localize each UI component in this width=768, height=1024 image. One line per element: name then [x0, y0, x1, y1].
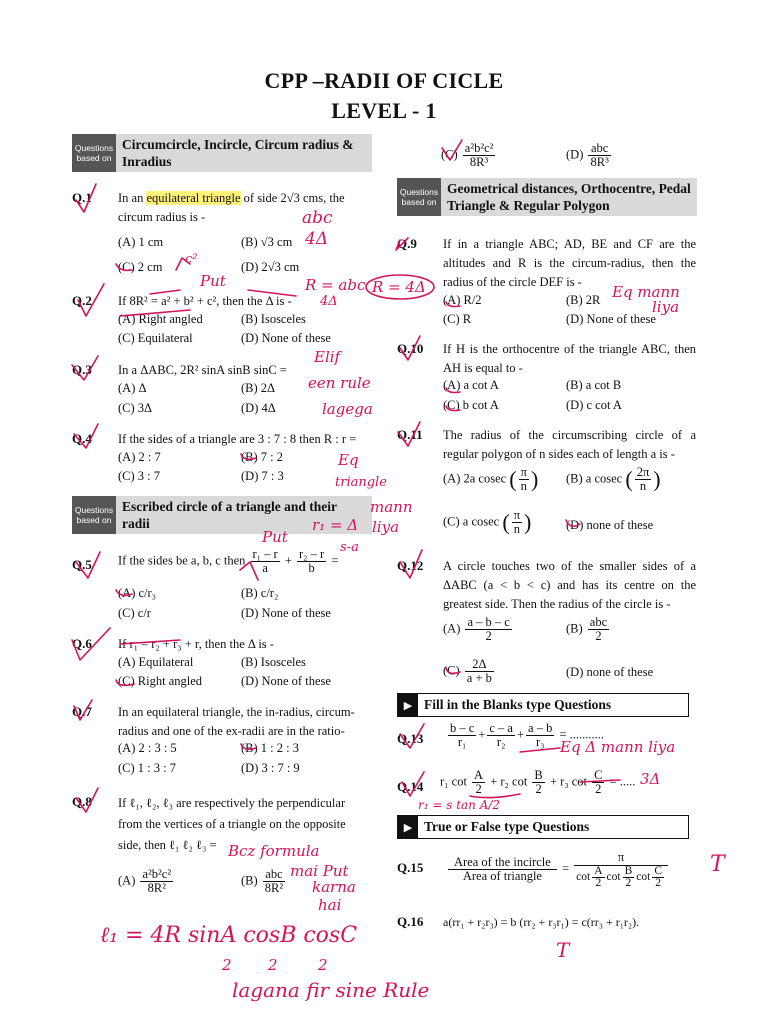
fraction	[592, 769, 604, 796]
option-a[interactable]: (A) 1 cm	[118, 235, 164, 249]
option-b[interactable]: (B) c/r₂	[241, 586, 279, 600]
blank[interactable]: = .....	[609, 774, 636, 789]
question-number: Q.8	[72, 794, 92, 809]
fraction-denominator: n	[513, 522, 520, 536]
fraction	[487, 722, 515, 749]
fraction-numerator: A	[594, 865, 603, 877]
annotation: Bcz formula	[228, 842, 320, 860]
paren-right: )	[524, 509, 532, 535]
fraction	[574, 850, 668, 889]
paren-right: )	[530, 466, 539, 492]
option-c[interactable]: (C) Equilateral	[118, 331, 193, 345]
option-d[interactable]: (D) 4Δ	[241, 401, 276, 415]
option-a[interactable]	[443, 466, 538, 493]
question-text: In a ΔABC, 2R² sinA sinB sinC =	[118, 363, 287, 377]
fraction-numerator: a – b – c	[467, 615, 510, 629]
option-label: (B) a cosec	[566, 471, 623, 486]
option-c[interactable]: (C) 3Δ	[118, 401, 153, 415]
annotation: T	[710, 852, 725, 877]
fraction-numerator: π	[513, 508, 520, 522]
fraction-denominator: n	[520, 479, 527, 493]
option-d[interactable]	[566, 142, 613, 169]
option-c[interactable]	[443, 509, 531, 536]
circle-mark	[366, 275, 434, 299]
option-c[interactable]: (C) R	[443, 312, 472, 326]
fraction-numerator: r₂ – r	[299, 547, 325, 561]
fraction-numerator: A	[474, 768, 484, 782]
option-a[interactable]: (A) a cot A	[443, 378, 499, 392]
fraction-denominator: a	[262, 561, 268, 575]
fraction	[472, 769, 485, 796]
section-header-true-false	[397, 815, 689, 839]
arrow-mark	[176, 258, 190, 270]
option-b[interactable]: (B) 2Δ	[241, 381, 276, 395]
fraction-numerator: π	[520, 465, 527, 479]
annotation: Elif	[314, 348, 341, 366]
questions-tag: Questions based on	[72, 134, 116, 172]
fraction-denominator: r₁	[457, 735, 467, 749]
fraction-denominator: 2	[535, 782, 542, 796]
question-number: Q.16	[397, 914, 424, 929]
annotation: R = abc	[305, 276, 366, 294]
fraction	[623, 866, 635, 889]
question-text: In an equilateral triangle, the in-radius, circum-radius and one of the ex-radii are in the ratio-	[118, 705, 355, 738]
question-text: a(rr₁ + r₂r₃) = b (rr₂ + r₃r₁) = c(rr₃ + r₁r₂).	[443, 915, 640, 929]
fraction-numerator: abc	[588, 142, 610, 156]
fraction-numerator: a²b²c²	[142, 867, 172, 881]
fraction-numerator: Area of the incircle	[448, 856, 557, 870]
option-b[interactable]	[566, 616, 611, 643]
fraction	[652, 866, 664, 889]
option-a[interactable]: (A) 2 : 3 : 5	[118, 741, 177, 755]
fraction-denominator: 2	[595, 782, 602, 796]
annotation: Eq	[338, 451, 359, 469]
question-number: Q.9	[397, 236, 417, 251]
annotation: R = 4Δ	[372, 278, 426, 296]
fraction-denominator: n	[639, 479, 647, 493]
annotation: 2	[318, 956, 328, 974]
option-b[interactable]: (B) 1 : 2 : 3	[241, 741, 299, 755]
fraction	[465, 616, 511, 643]
option-label: (A)	[118, 873, 136, 888]
equals-sign: =	[331, 553, 339, 568]
fraction-numerator: r₁ – r	[252, 547, 278, 561]
option-d[interactable]: (D) 3 : 7 : 9	[241, 761, 300, 775]
paren-right: )	[653, 466, 661, 492]
fraction	[532, 769, 544, 796]
fraction	[448, 722, 476, 749]
question-number: Q.7	[72, 704, 92, 719]
question-text: If the sides of a triangle are 3 : 7 : 8 then R : r =	[118, 432, 357, 446]
annotation: mann	[370, 498, 413, 516]
annotation: lagega	[322, 400, 373, 418]
option-label: (C)	[443, 663, 460, 678]
page-subtitle: LEVEL - 1	[331, 98, 437, 123]
annotation: 4Δ	[320, 294, 338, 309]
fraction-numerator: π	[574, 850, 668, 866]
annotation: Eq Δ mann liya	[560, 738, 676, 756]
question-text: The radius of the circumscribing circle of a regular polygon of n sides each of length a is -	[443, 428, 696, 461]
fraction	[588, 616, 609, 643]
blank[interactable]: = ...........	[559, 727, 605, 742]
fraction-numerator: a²b²c²	[464, 141, 494, 155]
option-c[interactable]: (C) 3 : 7	[118, 469, 161, 483]
fraction	[519, 466, 529, 493]
annotation: liya	[652, 298, 680, 316]
q1-text-pre: In an	[118, 191, 144, 205]
section-header-escribed	[72, 496, 372, 534]
section-header-circumcircle	[72, 134, 372, 172]
option-label: (C)	[441, 147, 458, 162]
question-number: Q.3	[72, 362, 92, 377]
fraction-denominator: 2	[595, 877, 602, 889]
annotation: r₁ = Δ	[312, 516, 359, 534]
questions-tag: Questions based on	[397, 178, 441, 216]
question-text	[440, 769, 696, 796]
option-d[interactable]: (D) None of these	[566, 312, 656, 326]
annotation: Put	[200, 272, 226, 290]
paren-left: (	[502, 509, 510, 535]
option-b[interactable]: (B) √3 cm	[241, 235, 293, 249]
section-title: Geometrical distances, Orthocentre, Pedal Triangle & Regular Polygon	[447, 181, 691, 213]
annotation: T	[556, 938, 570, 962]
fraction	[140, 868, 173, 895]
option-d[interactable]: (D) c cot A	[566, 398, 622, 412]
option-label: (B)	[566, 621, 583, 636]
option-a[interactable]: (A) Δ	[118, 381, 147, 395]
question-number: Q.12	[397, 558, 424, 573]
question-text	[118, 189, 370, 227]
q1-text-post: of side 2√3 cms, the circum radius is -	[118, 191, 345, 224]
section-header-fill-blanks	[397, 693, 689, 717]
option-label: (B)	[241, 873, 258, 888]
plus-sign: +	[284, 553, 292, 568]
question-number: Q.5	[72, 557, 92, 572]
annotation: r₁ = s tan A/2	[418, 798, 501, 812]
option-b[interactable]: (B) 2R	[566, 293, 601, 307]
page-title: CPP –RADII OF CICLE	[264, 68, 504, 93]
question-number: Q.11	[397, 427, 423, 442]
question-number: Q.2	[72, 293, 92, 308]
fraction-denominator: 8R³	[590, 155, 609, 169]
option-c[interactable]: (C) c/r	[118, 606, 151, 620]
fraction-denominator: 2	[655, 877, 662, 889]
question-text	[118, 548, 370, 575]
option-d[interactable]: (D) none of these	[566, 518, 654, 532]
option-c[interactable]	[443, 658, 496, 685]
option-b[interactable]: (B) a cot B	[566, 378, 622, 392]
q14-term: r₁ cot	[440, 774, 467, 789]
annotation: c²	[185, 252, 198, 267]
paren-left: (	[625, 466, 633, 492]
fraction	[465, 658, 494, 685]
option-c[interactable]	[441, 142, 497, 169]
annotation: s-a	[340, 540, 359, 555]
annotation: Eq mann	[612, 283, 680, 301]
fraction-numerator: B	[624, 865, 633, 877]
question-text: A circle touches two of the smaller sides of a ΔABC (a < b < c) and has its centre on the greatest side. Then the radius of the circle is -	[443, 559, 696, 611]
fraction-denominator: 2	[475, 782, 482, 796]
fraction-denominator: 2	[595, 629, 602, 643]
cot-label: cot	[636, 871, 651, 884]
fraction-numerator: a – b	[528, 721, 553, 735]
fraction	[251, 548, 280, 575]
plus-sign: +	[516, 727, 525, 742]
fraction-numerator: 2Δ	[465, 658, 494, 672]
annotation: 2	[268, 956, 278, 974]
fraction-denominator: b	[308, 561, 315, 575]
annotation: hai	[318, 896, 342, 914]
fraction	[448, 856, 557, 883]
question-number: Q.14	[397, 779, 424, 794]
option-d[interactable]: (D) None of these	[241, 674, 331, 688]
questions-tag: Questions based on	[72, 496, 116, 534]
equals-sign: =	[561, 861, 570, 876]
fraction	[463, 142, 496, 169]
arrow-right-icon: ▶	[398, 694, 418, 716]
q1-highlight: equilateral triangle	[146, 191, 241, 205]
plus-sign: +	[478, 727, 486, 742]
fraction-numerator: B	[534, 768, 543, 782]
fraction-denominator: r₂	[496, 735, 506, 749]
fraction-denominator: Area of triangle	[462, 869, 542, 883]
arrow-right-icon: ▶	[398, 816, 418, 838]
option-label: (C) a cosec	[443, 514, 500, 529]
q14-term: + r₃ cot	[549, 774, 587, 789]
fraction	[592, 866, 604, 889]
annotation: triangle	[335, 475, 387, 490]
option-b[interactable]: (B) 7 : 2	[241, 450, 284, 464]
option-c[interactable]: (C) b cot A	[443, 398, 499, 412]
fraction-denominator: 8R²	[264, 881, 284, 895]
option-d[interactable]: (D) none of these	[566, 665, 654, 679]
q5-text-pre: If the sides be a, b, c then	[118, 553, 246, 568]
section-title: Escribed circle of a triangle and their radii	[122, 499, 337, 531]
annotation: 4Δ	[305, 229, 329, 249]
option-a[interactable]	[443, 616, 514, 643]
fraction	[297, 548, 326, 575]
option-a[interactable]: (A) Right angled	[118, 312, 203, 326]
annotation: 3Δ	[640, 770, 661, 788]
option-c[interactable]: (C) 2 cm	[118, 260, 163, 274]
question-number: Q.1	[72, 190, 92, 205]
option-c[interactable]: (C) 1 : 3 : 7	[118, 761, 176, 775]
fraction-denominator	[574, 866, 668, 889]
cot-label: cot	[576, 871, 591, 884]
question-number: Q.6	[72, 636, 92, 651]
fraction-numerator: abc	[263, 868, 285, 882]
fraction-numerator: b – c	[450, 721, 475, 735]
question-text: If 8R² = a² + b² + c², then the Δ is -	[118, 294, 292, 308]
fraction	[526, 722, 554, 749]
fraction	[635, 466, 652, 493]
question-number: Q.13	[397, 731, 424, 746]
fraction-denominator: 8R³	[469, 155, 489, 169]
option-a[interactable]: (A) c/r₃	[118, 586, 157, 600]
question-text	[446, 722, 696, 749]
fraction-numerator: 2π	[636, 465, 650, 479]
question-text	[446, 850, 696, 889]
fraction-denominator: a + b	[466, 671, 492, 685]
fraction	[512, 509, 522, 536]
option-b[interactable]: (B) Isosceles	[241, 655, 306, 669]
annotation: een rule	[308, 374, 371, 392]
option-a[interactable]: (A) 2 : 7	[118, 450, 161, 464]
fraction-numerator: c – a	[489, 721, 513, 735]
section-title: True or False type Questions	[424, 819, 590, 834]
fraction-denominator: 8R²	[147, 881, 166, 895]
option-b[interactable]: (B) Isosceles	[241, 312, 306, 326]
section-title: Fill in the Blanks type Questions	[424, 697, 612, 712]
question-text: If r₁ = r₂ + r₃ + r, then the Δ is -	[118, 637, 274, 651]
option-label: (A) 2a cosec	[443, 471, 507, 486]
annotation: karna	[312, 878, 356, 896]
option-b[interactable]	[566, 466, 661, 493]
question-number: Q.15	[397, 860, 424, 875]
paren-left: (	[509, 466, 517, 492]
option-c[interactable]: (C) Right angled	[118, 674, 203, 688]
fraction-denominator: 2	[485, 629, 492, 643]
annotation: 2	[222, 956, 232, 974]
option-label: (A)	[443, 621, 461, 636]
option-d[interactable]: (D) 7 : 3	[241, 469, 284, 483]
annotation: Put	[262, 528, 288, 546]
option-b[interactable]	[241, 868, 287, 895]
section-title: Circumcircle, Incircle, Circum radius & Inradius	[122, 137, 354, 169]
option-d[interactable]: (D) None of these	[241, 331, 331, 345]
option-d[interactable]: (D) None of these	[241, 606, 331, 620]
annotation: liya	[372, 518, 400, 536]
fraction	[263, 868, 285, 895]
question-number: Q.10	[397, 341, 424, 356]
annotation: abc	[302, 208, 333, 228]
fraction-numerator: abc	[589, 615, 608, 629]
section-header-geometrical	[397, 178, 697, 216]
q14-term: + r₂ cot	[490, 774, 528, 789]
question-number: Q.4	[72, 431, 92, 446]
option-a[interactable]: (A) R/2	[443, 293, 482, 307]
question-text: If in a triangle ABC; AD, BE and CF are the altitudes and R is the circum-radius, then the radius of the circle DEF is -	[443, 237, 696, 289]
option-a[interactable]: (A) Equilateral	[118, 655, 194, 669]
fraction-numerator: C	[594, 768, 603, 782]
fraction	[588, 142, 610, 169]
option-label: (D)	[566, 147, 584, 162]
fraction-denominator: r₃	[535, 735, 545, 749]
cot-label: cot	[606, 871, 621, 884]
question-text: If H is the orthocentre of the triangle ABC, then AH is equal to -	[443, 342, 696, 375]
fraction-numerator: C	[654, 865, 662, 877]
annotation: mai Put	[290, 862, 349, 880]
question-text: If ℓ₁, ℓ₂, ℓ₃ are respectively the perpendicular from the vertices of a triangle on the opposite side, then ℓ₁ ℓ₂ ℓ₃ =	[118, 796, 346, 852]
annotation: lagana fir sine Rule	[232, 978, 430, 1002]
option-d[interactable]: (D) 2√3 cm	[241, 260, 300, 274]
option-a[interactable]	[118, 868, 175, 895]
annotation: ℓ₁ = 4R sinA cosB cosC	[100, 923, 358, 948]
fraction-denominator: 2	[625, 877, 632, 889]
